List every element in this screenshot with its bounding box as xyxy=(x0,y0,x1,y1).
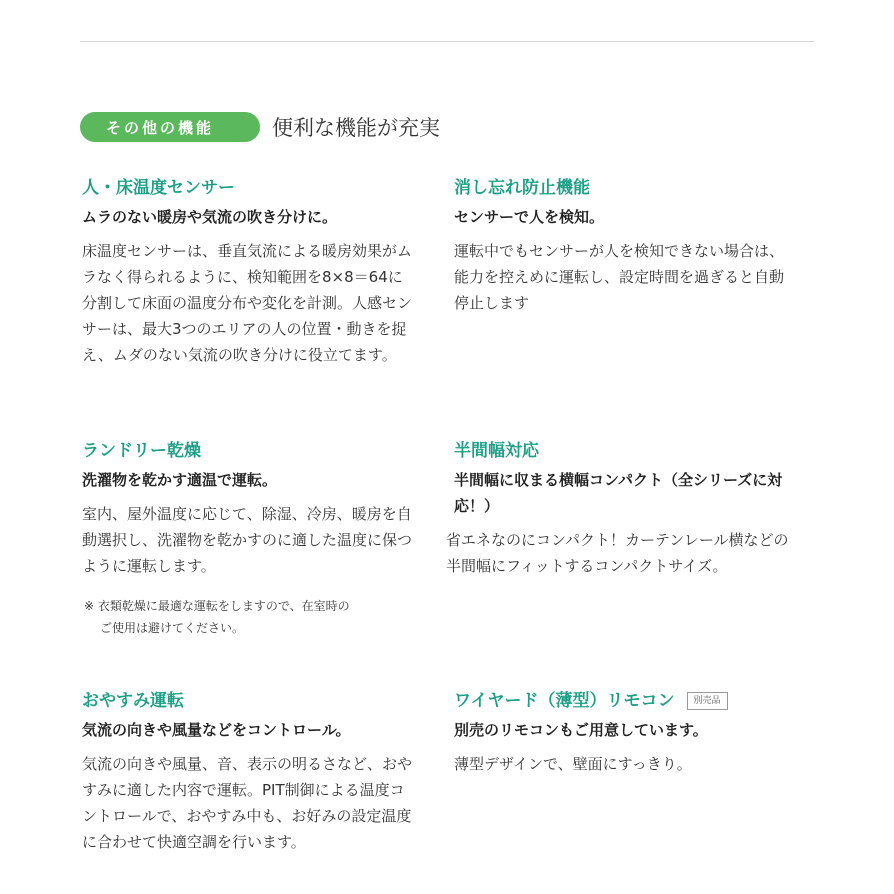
feature-description: 室内、屋外温度に応じて、除湿、冷房、暖房を自動選択し、洗濯物を乾かすのに適した温度に保つように運転します。 xyxy=(82,505,413,575)
feature-subtitle: ムラのない暖房や気流の吹き分けに。 xyxy=(82,208,338,226)
feature-wired-remote xyxy=(454,689,814,777)
feature-title: ランドリー乾燥 xyxy=(82,441,201,461)
section-header xyxy=(80,109,440,145)
feature-floor-sensor xyxy=(82,176,412,368)
feature-title: ワイヤード（薄型）リモコン xyxy=(454,691,675,711)
section-title: 便利な機能が充実 xyxy=(272,116,440,140)
feature-description: 床温度センサーは、垂直気流による暖房効果がムラなく得られるように、検知範囲を8×8＝64に分割して床面の温度分布や変化を計測。人感センサーは、最大3つのエリアの人の位置・動きを捉え、ムダのない気流の吹き分けに役立てます。 xyxy=(82,242,413,364)
feature-auto-off xyxy=(454,176,784,316)
note-line: ご使用は避けてください。 xyxy=(100,621,245,635)
feature-sleep-mode xyxy=(82,689,412,855)
top-divider xyxy=(80,41,814,42)
feature-title-row xyxy=(454,689,814,713)
sold-separately-badge: 別売品 xyxy=(687,692,728,710)
note-line: ※ 衣類乾燥に最適な運転をしますので、在室時の xyxy=(84,599,350,613)
feature-title: 人・床温度センサー xyxy=(82,178,235,198)
feature-description: 運転中でもセンサーが人を検知できない場合は、能力を控えめに運転し、設定時間を過ぎると自動停止します xyxy=(454,242,785,312)
feature-title: 消し忘れ防止機能 xyxy=(454,178,590,198)
feature-description: 薄型デザインで、壁面にすっきり。 xyxy=(454,755,692,773)
feature-description: 省エネなのにコンパクト！カーテンレール横などの半間幅にフィットするコンパクトサイズ。 xyxy=(446,531,789,575)
feature-note xyxy=(82,595,412,639)
feature-subtitle: 別売のリモコンもご用意しています。 xyxy=(454,721,708,739)
feature-subtitle: センサーで人を検知。 xyxy=(454,208,605,226)
feature-half-width xyxy=(446,439,814,579)
feature-description: 気流の向きや風量、音、表示の明るさなど、おやすみに適した内容で運転。PIT制御による温度コントロールで、おやすみ中も、お好みの設定温度に合わせて快適空調を行います。 xyxy=(82,755,413,851)
section-label-pill: その他の機能 xyxy=(80,112,260,142)
feature-subtitle: 半間幅に収まる横幅コンパクト（全シリーズに対応！） xyxy=(454,471,783,515)
feature-laundry-dry xyxy=(82,439,412,639)
feature-title: 半間幅対応 xyxy=(454,441,539,461)
feature-subtitle: 洗濯物を乾かす適温で運転。 xyxy=(82,471,278,489)
feature-title: おやすみ運転 xyxy=(82,691,184,711)
feature-subtitle: 気流の向きや風量などをコントロール。 xyxy=(82,721,351,739)
